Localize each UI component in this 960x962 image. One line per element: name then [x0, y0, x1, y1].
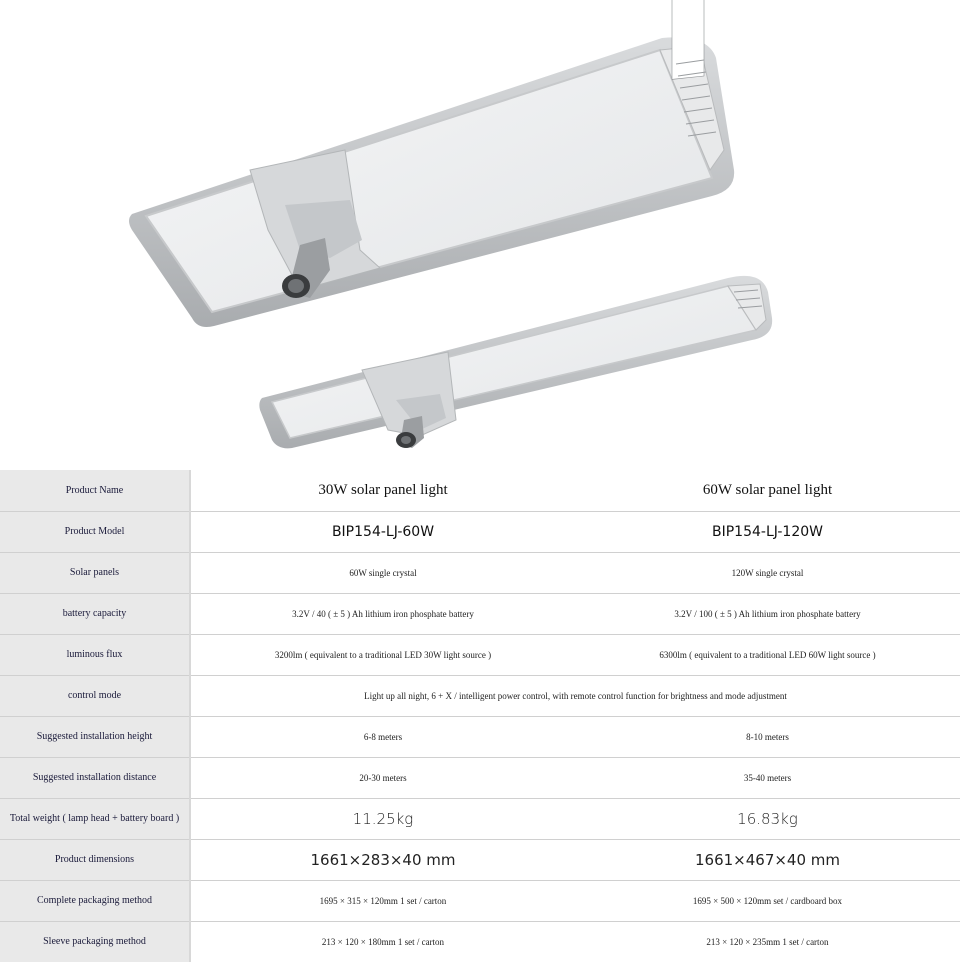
cell-30w: 11.25kg [190, 798, 575, 839]
table-row [0, 798, 960, 839]
cell-60w: 213 × 120 × 235mm 1 set / carton [575, 921, 960, 962]
specification-table [0, 470, 960, 962]
row-label: Suggested installation distance [0, 757, 190, 798]
row-label: Complete packaging method [0, 880, 190, 921]
large-lamp [129, 0, 734, 327]
table-row [0, 757, 960, 798]
cell-30w: 1661×283×40 mm [190, 839, 575, 880]
cell-30w: 6-8 meters [190, 716, 575, 757]
cell-merged: Light up all night, 6 + X / intelligent power control, with remote control function for brightness and mode adjustment [190, 675, 960, 716]
cell-60w: BIP154-LJ-120W [575, 511, 960, 552]
cell-60w: 60W solar panel light [575, 470, 960, 511]
cell-60w: 1695 × 500 × 120mm set / cardboard box [575, 880, 960, 921]
cell-30w: BIP154-LJ-60W [190, 511, 575, 552]
table-row [0, 552, 960, 593]
cell-60w: 16.83kg [575, 798, 960, 839]
solar-lights-illustration [0, 0, 960, 470]
row-label: luminous flux [0, 634, 190, 675]
small-lamp [259, 276, 772, 448]
table-row [0, 593, 960, 634]
table-row [0, 675, 960, 716]
row-label: Product Model [0, 511, 190, 552]
cell-30w: 3.2V / 40 ( ± 5 ) Ah lithium iron phosphate battery [190, 593, 575, 634]
cell-30w: 213 × 120 × 180mm 1 set / carton [190, 921, 575, 962]
cell-60w: 35-40 meters [575, 757, 960, 798]
row-label: Solar panels [0, 552, 190, 593]
cell-30w: 20-30 meters [190, 757, 575, 798]
row-label: Product dimensions [0, 839, 190, 880]
row-label: Sleeve packaging method [0, 921, 190, 962]
product-photo [0, 0, 960, 470]
cell-30w: 1695 × 315 × 120mm 1 set / carton [190, 880, 575, 921]
table-row [0, 470, 960, 511]
row-label: Total weight ( lamp head + battery board ) [0, 798, 190, 839]
cell-60w: 8-10 meters [575, 716, 960, 757]
cell-60w: 120W single crystal [575, 552, 960, 593]
table-row [0, 511, 960, 552]
table-row [0, 880, 960, 921]
row-label: battery capacity [0, 593, 190, 634]
cell-60w: 6300lm ( equivalent to a traditional LED 60W light source ) [575, 634, 960, 675]
cell-30w: 30W solar panel light [190, 470, 575, 511]
cell-60w: 1661×467×40 mm [575, 839, 960, 880]
table-row [0, 839, 960, 880]
cell-30w: 3200lm ( equivalent to a traditional LED 30W light source ) [190, 634, 575, 675]
table-row [0, 634, 960, 675]
row-label: Suggested installation height [0, 716, 190, 757]
cell-30w: 60W single crystal [190, 552, 575, 593]
row-label: Product Name [0, 470, 190, 511]
row-label: control mode [0, 675, 190, 716]
cell-60w: 3.2V / 100 ( ± 5 ) Ah lithium iron phosphate battery [575, 593, 960, 634]
table-row [0, 921, 960, 962]
table-row [0, 716, 960, 757]
